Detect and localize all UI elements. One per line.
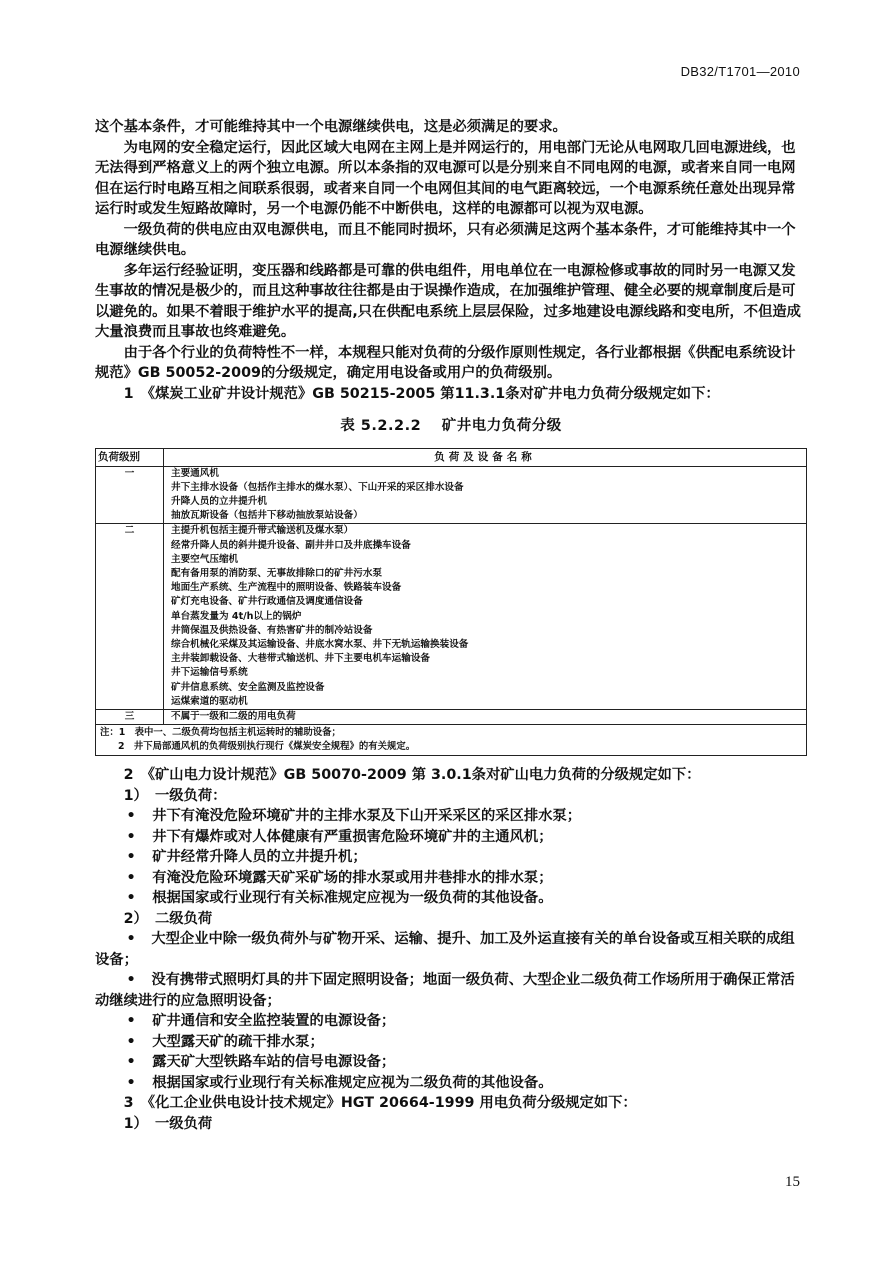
list-item: • 没有携带式照明灯具的井下固定照明设备；地面一级负荷、大型企业二级负荷工作场所用于确保正常活动继续进行的应急照明设备； [95, 972, 795, 1009]
device-item: 井下主排水设备（包括作主排水的煤水泵）、下山开采的采区排水设备 [171, 481, 464, 493]
device-item: 主要空气压缩机 [171, 553, 239, 565]
bullet-icon: • [126, 869, 136, 886]
bullet-icon: • [126, 1074, 136, 1091]
standard-clause: 1 《煤炭工业矿井设计规范》GB 50215-2005 第11.3.1条对矿井电力负荷分级规定如下： [123, 385, 720, 402]
device-item: 升降人员的立井提升机 [171, 495, 267, 507]
device-item: 单台蒸发量为 4t/h以上的锅炉 [171, 610, 302, 622]
device-item: 地面生产系统、生产流程中的照明设备、铁路装车设备 [171, 582, 402, 594]
bullet-icon: • [126, 808, 136, 825]
table-note: 2 井下局部通风机的负荷级别执行现行《煤炭安全规程》的有关规定。 [118, 740, 416, 752]
bullet-icon: • [126, 1033, 136, 1050]
bullet-icon: • [126, 931, 136, 948]
device-item: 抽放瓦斯设备（包括井下移动抽放泵站设备） [171, 510, 363, 522]
list-title: 2） 二级负荷 [123, 910, 213, 927]
header-level: 负荷级别 [96, 448, 164, 466]
devices-cell [164, 466, 807, 524]
paragraph: 由于各个行业的负荷特性不一样，本规程只能对负荷的分级作原则性规定，各行业都根据《供配电系统设计规范》GB 50052-2009的分级规定，确定用电设备或用户的负荷级别。 [95, 344, 796, 381]
table-title: 表 5.2.2.2 矿井电力负荷分级 [340, 418, 562, 434]
list-item: • 露天矿大型铁路车站的信号电源设备； [95, 1052, 807, 1073]
list-item: • 井下有爆炸或对人体健康有严重损害危险环境矿井的主通风机； [95, 827, 807, 848]
bullet-icon: • [126, 849, 136, 866]
table-row [96, 709, 807, 724]
paragraph: 一级负荷的供电应由双电源供电，而且不能同时损坏，只有必须满足这两个基本条件，才可能维持其中一个电源继续供电。 [95, 221, 796, 258]
device-item: 经常升降人员的斜井提升设备、副井井口及井底操车设备 [171, 539, 411, 551]
section-heading: 2 《矿山电力设计规范》GB 50070-2009 第 3.0.1条对矿山电力负荷的分级规定如下： [123, 767, 701, 784]
table-row [96, 524, 807, 710]
device-item: 主井装卸载设备、大巷带式输送机、井下主要电机车运输设备 [171, 653, 431, 665]
bullet-icon: • [126, 1013, 136, 1030]
list-item: • 有淹没危险环境露天矿采矿场的排水泵或用井巷排水的排水泵； [95, 868, 807, 889]
device-item: 主提升机包括主提升带式输送机及煤水泵） [171, 525, 354, 537]
level-cell: 一 [96, 466, 164, 524]
device-item: 综合机械化采煤及其运输设备、井底水窝水泵、井下无轨运输换装设备 [171, 638, 469, 650]
devices-cell [164, 709, 807, 724]
table-header-row [96, 448, 807, 466]
bullet-icon: • [126, 890, 136, 907]
list-item: • 大型露天矿的疏干排水泵； [95, 1032, 807, 1053]
paragraph: 这个基本条件，才可能维持其中一个电源继续供电，这是必须满足的要求。 [95, 119, 567, 135]
page-number: 15 [785, 1174, 800, 1190]
list-item: • 矿井通信和安全监控装置的电源设备； [95, 1011, 807, 1032]
devices-cell [164, 524, 807, 710]
device-item: 井下运输信号系统 [171, 667, 248, 679]
document-code: DB32/T1701—2010 [680, 64, 800, 79]
device-item: 配有备用泵的消防泵、无事故排除口的矿井污水泵 [171, 567, 383, 579]
list-item: • 根据国家或行业现行有关标准规定应视为二级负荷的其他设备。 [95, 1073, 807, 1094]
bullet-icon: • [126, 828, 136, 845]
list-item: • 矿井经常升降人员的立井提升机； [95, 847, 807, 868]
device-item: 不属于一级和二级的用电负荷 [171, 710, 296, 722]
bullet-icon: • [126, 972, 136, 989]
device-item: 主要通风机 [171, 467, 219, 479]
bullet-icon: • [126, 1054, 136, 1071]
list-item: • 大型企业中除一级负荷外与矿物开采、运输、提升、加工及外运直接有关的单台设备或互相关联的成组设备； [95, 931, 795, 968]
device-item: 运煤索道的驱动机 [171, 695, 248, 707]
device-item: 井筒保温及供热设备、有热害矿井的制冷站设备 [171, 624, 373, 636]
level-cell: 二 [96, 524, 164, 710]
device-item: 矿灯充电设备、矿井行政通信及调度通信设备 [171, 596, 363, 608]
list-item: • 井下有淹没危险环境矿井的主排水泵及下山开采采区的采区排水泵； [95, 806, 807, 827]
table-note: 注：1 表中一、二级负荷均包括主机运转时的辅助设备； [100, 727, 341, 739]
section-heading: 3 《化工企业供电设计技术规定》HGT 20664-1999 用电负荷分级规定如下： [123, 1095, 637, 1112]
list-item: • 根据国家或行业现行有关标准规定应视为一级负荷的其他设备。 [95, 888, 807, 909]
table-row [96, 466, 807, 524]
list-title: 1） 一级负荷： [123, 787, 227, 804]
table-notes [96, 725, 807, 756]
paragraph: 多年运行经验证明，变压器和线路都是可靠的供电组件，用电单位在一电源检修或事故的同时另一电源又发生事故的情况是极少的，而且这种事故往往都是由于误操作造成，在加强维护管理、健全必要的规章制度后是可以避免的。如果不着眼于维护水平的提高,只在供配电系统上层层保险，过多地建设电源线路和变电所，不但造成大量浪费而且事故也终难避免。 [95, 262, 801, 340]
list-title: 1） 一级负荷 [123, 1115, 213, 1132]
load-classification-table [95, 448, 807, 757]
body-text [95, 117, 807, 1134]
device-item: 矿井信息系统、安全监测及监控设备 [171, 681, 325, 693]
table-notes-row [96, 725, 807, 756]
header-devices: 负荷及设备名称 [164, 448, 807, 466]
paragraph: 为电网的安全稳定运行，因此区域大电网在主网上是并网运行的，用电部门无论从电网取几回电源进线，也无法得到严格意义上的两个独立电源。所以本条指的双电源可以是分别来自不同电网的电源，或者来自同一电网但在运行时电路互相之间联系很弱，或者来自同一个电网但其间的电气距离较远，一个电源系统任意处出现异常运行时或发生短路故障时，另一个电源仍能不中断供电，这样的电源都可以视为双电源。 [95, 139, 796, 217]
level-cell: 三 [96, 709, 164, 724]
